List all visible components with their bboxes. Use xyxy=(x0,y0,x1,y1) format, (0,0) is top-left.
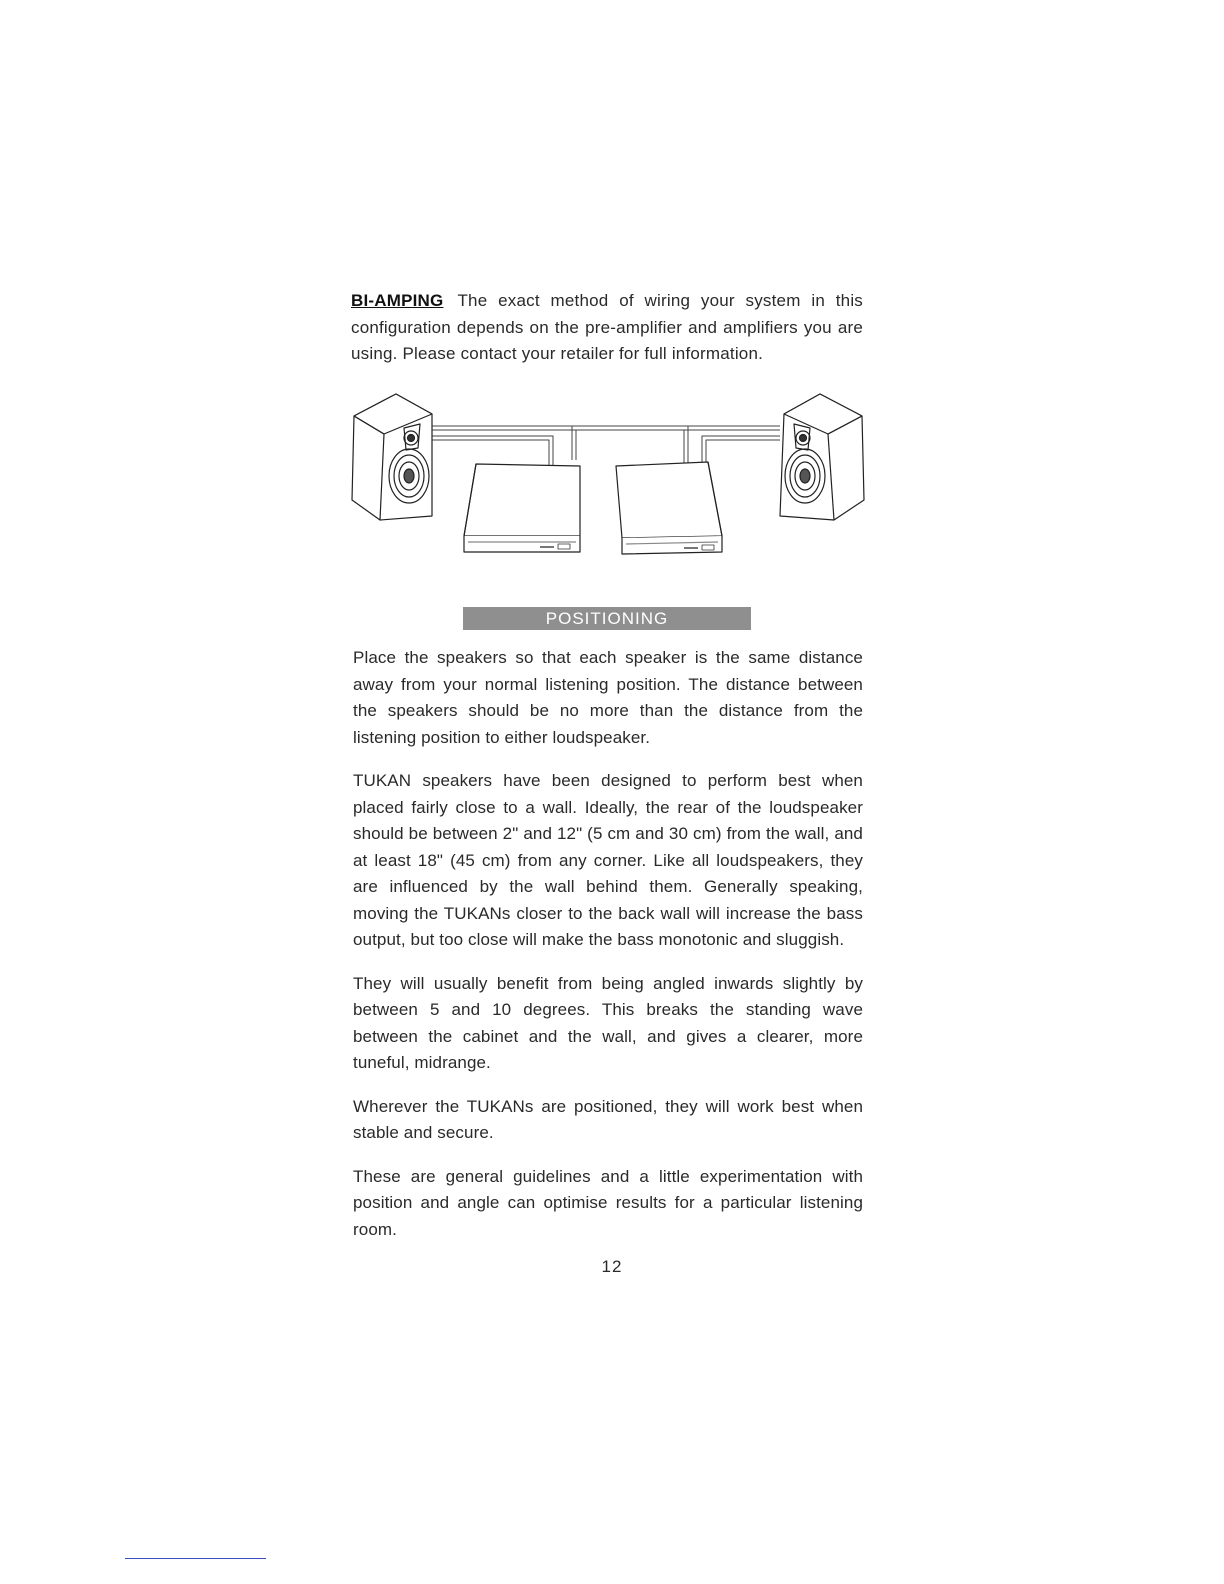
paragraph: TUKAN speakers have been designed to perform best when placed fairly close to a wall. Ideally, the rear of the loudspeaker should be between 2" and 12" (5 cm and 30 cm) from the wall, and at least 18" (45 cm) from any corner. Like all loudspeakers, they are influenced by the wall behind them. Generally speaking, moving the TUKANs closer to the back wall will increase the bass output, but too close will make the bass monotonic and sluggish. xyxy=(353,771,863,949)
biamping-heading: BI-AMPING xyxy=(351,291,444,310)
speaker-cables xyxy=(432,426,780,466)
paragraph: Wherever the TUKANs are positioned, they will work best when stable and secure. xyxy=(353,1096,863,1142)
speaker-icon xyxy=(352,394,432,520)
amplifier-icon xyxy=(464,464,580,552)
positioning-heading: POSITIONING xyxy=(463,607,751,630)
bi-amping-diagram xyxy=(348,388,868,560)
speaker-icon xyxy=(780,394,864,520)
amplifier-icon xyxy=(616,462,722,554)
paragraph: Place the speakers so that each speaker is the same distance away from your normal listening position. The distance between the speakers should be no more than the distance from the listening position to either loudspeaker. xyxy=(353,648,863,747)
footnote-divider xyxy=(125,1558,266,1559)
page-number: 12 xyxy=(601,1257,623,1276)
paragraph: They will usually benefit from being angled inwards slightly by between 5 and 10 degrees. This breaks the standing wave between the cabinet and the wall, and gives a clearer, more tuneful, midrange. xyxy=(353,973,863,1072)
positioning-body xyxy=(353,645,863,1260)
biamping-section xyxy=(351,288,863,368)
paragraph: These are general guidelines and a little experimentation with position and angle can optimise results for a particular listening room. xyxy=(353,1166,863,1239)
biamping-text: The exact method of wiring your system in this configuration depends on the pre-amplifier and amplifiers you are using. Please contact your retailer for full information. xyxy=(351,291,863,363)
